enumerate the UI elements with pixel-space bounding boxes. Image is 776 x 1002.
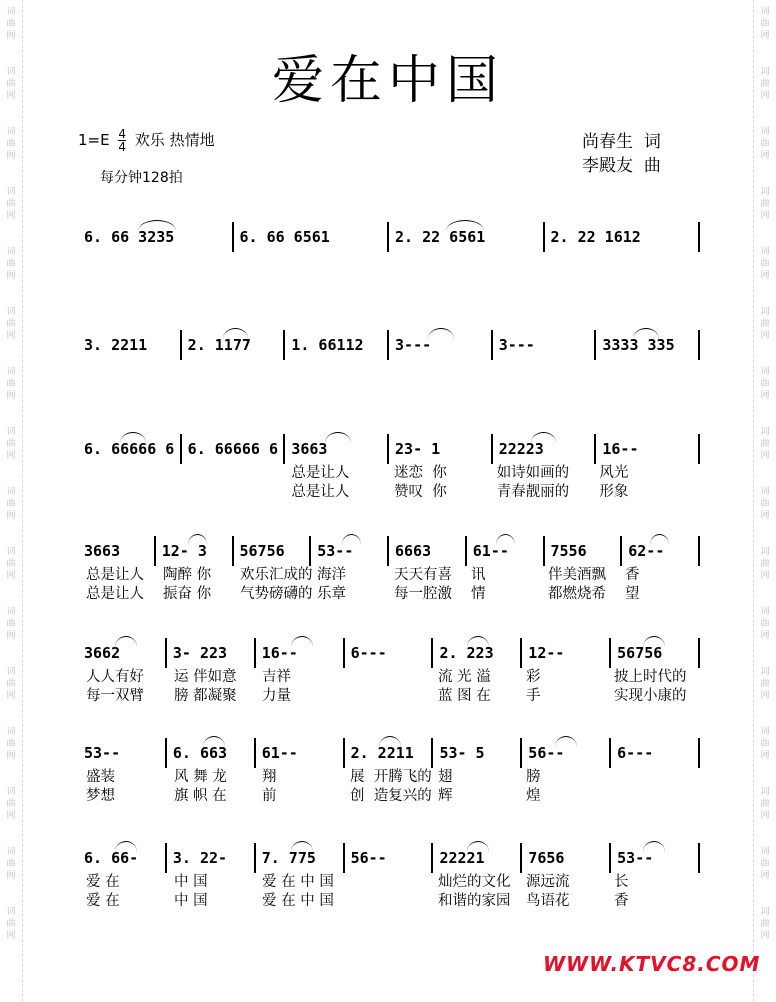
barline-end	[698, 536, 700, 566]
time-denominator: 4	[118, 140, 127, 154]
lyric-segment: 香	[625, 567, 640, 583]
score-line	[84, 843, 700, 911]
watermark-text: 词 曲 网	[6, 7, 16, 41]
lyric-row-2	[84, 585, 700, 604]
watermark-column-left	[0, 0, 23, 1002]
watermark-text: 词 曲 网	[6, 847, 16, 881]
lyric-segment: 爱 在 中 国	[262, 893, 334, 909]
lyric-segment: 流 光 溢	[438, 669, 491, 685]
barline-end	[698, 330, 700, 360]
lyric-segment: 旗 帜 在	[174, 788, 227, 804]
lyric-segment: 每一双臂	[86, 688, 144, 704]
watermark-text: 词 曲 网	[6, 427, 16, 461]
score-line	[84, 330, 700, 360]
lyric-segment: 翅	[438, 769, 453, 785]
measure: 53--	[84, 744, 121, 762]
measure: 2. 22 1612	[543, 222, 699, 252]
lyric-segment: 蓝 图 在	[438, 688, 491, 704]
lyric-segment: 每一腔激	[394, 586, 452, 602]
lyric-segment: 展 开腾飞的	[350, 769, 432, 785]
measure: 2. 2211	[343, 738, 432, 768]
measure: 6. 66 6561	[232, 222, 388, 252]
lyric-segment: 香	[614, 893, 629, 909]
watermark-text: 词 曲 网	[6, 187, 16, 221]
lyric-segment: 总是让人	[291, 465, 350, 481]
tempo-marking: 每分钟128拍	[100, 170, 183, 186]
lyric-segment: 风光	[599, 465, 629, 481]
lyric-segment: 形象	[599, 484, 629, 500]
measure: 7656	[520, 843, 609, 873]
watermark-text: 词 曲 网	[6, 547, 16, 581]
watermark-text: 词 曲 网	[760, 547, 770, 581]
measure: 6. 66-	[84, 849, 139, 867]
lyric-segment: 前	[262, 788, 277, 804]
barline-end	[698, 638, 700, 668]
measure: 3663	[84, 542, 121, 560]
lyric-segment: 讯	[471, 567, 486, 583]
lyric-row-2	[84, 787, 700, 806]
lyric-segment: 和谐的家园	[438, 893, 511, 909]
lyric-segment: 辉	[438, 788, 453, 804]
lyric-segment: 气势磅礴的	[240, 586, 313, 602]
key-signature	[78, 128, 215, 153]
measure: 6. 66666 6	[180, 434, 284, 464]
site-url: WWW.KTVC8.COM	[543, 952, 761, 976]
watermark-text: 词 曲 网	[760, 367, 770, 401]
watermark-text: 词 曲 网	[6, 667, 16, 701]
watermark-text: 词 曲 网	[760, 667, 770, 701]
barline-end	[698, 738, 700, 768]
lyric-segment: 陶醉 你	[163, 567, 212, 583]
measure: 6---	[609, 738, 698, 768]
measure: 7. 775	[254, 843, 343, 873]
measure: 16--	[254, 638, 343, 668]
lyric-segment: 彩	[526, 669, 541, 685]
measure-row	[84, 222, 700, 252]
lyric-segment	[84, 483, 187, 502]
lyricist-role: 词	[643, 132, 661, 152]
lyric-segment: 力量	[262, 688, 291, 704]
watermark-text: 词 曲 网	[6, 247, 16, 281]
measure: 23- 1	[387, 434, 491, 464]
lyric-segment: 爱 在	[86, 893, 120, 909]
measure: 53- 5	[431, 738, 520, 768]
time-numerator: 4	[118, 127, 127, 141]
measure: 6---	[343, 638, 432, 668]
lyric-segment: 运 伴如意	[174, 669, 237, 685]
lyric-row-2	[84, 687, 700, 706]
lyric-segment: 迷恋 你	[394, 465, 447, 481]
composer-line	[582, 154, 661, 178]
watermark-text: 词 曲 网	[6, 727, 16, 761]
watermark-text: 词 曲 网	[6, 127, 16, 161]
lyric-segment: 实现小康的	[614, 688, 687, 704]
watermark-text: 词 曲 网	[6, 367, 16, 401]
watermark-text: 词 曲 网	[6, 907, 16, 941]
measure: 56756	[609, 638, 698, 668]
measure-row	[84, 330, 700, 360]
lyric-row-1	[84, 566, 700, 585]
lyric-row-1	[84, 464, 700, 483]
lyric-row-1	[84, 768, 700, 787]
lyric-segment: 赞叹 你	[394, 484, 447, 500]
lyric-segment	[187, 464, 290, 483]
measure: 53--	[609, 843, 698, 873]
lyric-row-2	[84, 892, 700, 911]
measure: 2. 1177	[180, 330, 284, 360]
lyric-segment	[187, 483, 290, 502]
watermark-text: 词 曲 网	[6, 67, 16, 101]
watermark-text: 词 曲 网	[760, 187, 770, 221]
watermark-column-right	[753, 0, 776, 1002]
lyric-segment: 都燃烧希	[548, 586, 606, 602]
measure: 6. 663	[165, 738, 254, 768]
score-line	[84, 536, 700, 604]
lyric-segment: 如诗如画的	[496, 465, 570, 481]
watermark-text: 词 曲 网	[760, 487, 770, 521]
watermark-text: 词 曲 网	[760, 727, 770, 761]
lyric-segment	[348, 668, 436, 687]
lyric-segment: 人人有好	[86, 669, 144, 685]
measure: 22223	[491, 434, 595, 464]
lyric-segment	[84, 464, 187, 483]
mood-marking: 欢乐 热情地	[134, 131, 215, 149]
lyric-segment: 中 国	[174, 893, 208, 909]
lyric-segment	[612, 768, 700, 787]
watermark-text: 词 曲 网	[760, 607, 770, 641]
lyric-segment: 中 国	[174, 874, 208, 890]
watermark-text: 词 曲 网	[760, 67, 770, 101]
measure: 2. 22 6561	[387, 222, 543, 252]
measure: 61--	[465, 536, 543, 566]
watermark-text: 词 曲 网	[760, 247, 770, 281]
lyric-row-1	[84, 873, 700, 892]
lyric-segment	[348, 873, 436, 892]
measure: 56--	[343, 843, 432, 873]
measure: 62--	[620, 536, 698, 566]
lyric-segment	[348, 687, 436, 706]
watermark-text: 词 曲 网	[760, 787, 770, 821]
lyric-segment: 情	[471, 586, 486, 602]
measure: 7556	[543, 536, 621, 566]
watermark-text: 词 曲 网	[6, 487, 16, 521]
lyric-segment: 总是让人	[86, 567, 144, 583]
watermark-text: 词 曲 网	[760, 847, 770, 881]
lyric-segment: 灿烂的文化	[438, 874, 511, 890]
score-line	[84, 434, 700, 502]
lyric-segment: 梦想	[86, 788, 115, 804]
measure: 12--	[520, 638, 609, 668]
measure: 12- 3	[154, 536, 232, 566]
lyric-segment: 创 造复兴的	[350, 788, 432, 804]
watermark-text: 词 曲 网	[760, 907, 770, 941]
measure: 2. 223	[431, 638, 520, 668]
barline-end	[698, 222, 700, 252]
measure: 6. 66666 6	[84, 440, 175, 458]
lyric-segment: 天天有喜	[394, 567, 452, 583]
lyric-segment	[612, 787, 700, 806]
lyric-segment: 总是让人	[86, 586, 144, 602]
measure-row	[84, 536, 700, 566]
lyric-segment: 长	[614, 874, 629, 890]
lyric-segment: 手	[526, 688, 541, 704]
lyric-segment: 振奋 你	[163, 586, 212, 602]
lyric-segment: 煌	[526, 788, 541, 804]
measure: 3---	[491, 330, 595, 360]
measure: 22221	[431, 843, 520, 873]
measure: 6. 66 3235	[84, 228, 175, 246]
key-label: 1=E	[78, 131, 110, 149]
measure: 3333 335	[594, 330, 698, 360]
lyricist-line	[582, 130, 661, 154]
score-line	[84, 638, 700, 706]
measure: 56756	[232, 536, 310, 566]
measure-row	[84, 638, 700, 668]
measure: 61--	[254, 738, 343, 768]
barline-end	[698, 843, 700, 873]
measure: 1. 66112	[283, 330, 387, 360]
song-title: 爱在中国	[271, 51, 504, 111]
lyric-segment: 鸟语花	[526, 893, 570, 909]
lyric-segment: 欢乐汇成的	[240, 567, 313, 583]
lyric-segment: 膀 都凝聚	[174, 688, 237, 704]
lyric-segment: 翔	[262, 769, 277, 785]
watermark-text: 词 曲 网	[760, 427, 770, 461]
lyric-segment: 披上时代的	[614, 669, 687, 685]
measure: 3. 2211	[84, 336, 148, 354]
score-line	[84, 738, 700, 806]
measure: 16--	[594, 434, 698, 464]
time-signature	[118, 128, 126, 153]
lyric-segment: 总是让人	[291, 484, 350, 500]
watermark-text: 词 曲 网	[6, 787, 16, 821]
lyric-row-2	[84, 483, 700, 502]
lyric-segment	[348, 892, 436, 911]
watermark-text: 词 曲 网	[6, 307, 16, 341]
composer-name: 李殿友	[582, 156, 633, 176]
barline-end	[698, 434, 700, 464]
watermark-text: 词 曲 网	[760, 7, 770, 41]
lyric-segment: 伴美酒飘	[548, 567, 606, 583]
lyric-segment: 吉祥	[262, 669, 291, 685]
lyric-segment: 爱 在 中 国	[262, 874, 334, 890]
measure: 53--	[309, 536, 387, 566]
lyric-row-1	[84, 668, 700, 687]
measure: 3. 22-	[165, 843, 254, 873]
lyric-segment: 爱 在	[86, 874, 120, 890]
composer-role: 曲	[643, 156, 661, 176]
lyric-segment: 海洋	[317, 567, 346, 583]
measure: 3---	[387, 330, 491, 360]
lyric-segment: 乐章	[317, 586, 346, 602]
lyric-segment: 望	[625, 586, 640, 602]
measure: 3- 223	[165, 638, 254, 668]
measure: 3662	[84, 644, 121, 662]
lyric-segment: 源远流	[526, 874, 570, 890]
lyric-segment: 风 舞 龙	[174, 769, 227, 785]
lyric-segment: 青春靓丽的	[496, 484, 570, 500]
watermark-text: 词 曲 网	[760, 127, 770, 161]
measure: 3663	[283, 434, 387, 464]
credits	[582, 130, 661, 178]
score-line	[84, 222, 700, 252]
measure: 6663	[387, 536, 465, 566]
measure: 56--	[520, 738, 609, 768]
watermark-text: 词 曲 网	[760, 307, 770, 341]
lyricist-name: 尚春生	[582, 132, 633, 152]
lyric-segment: 盛装	[86, 769, 115, 785]
measure-row	[84, 434, 700, 464]
watermark-text: 词 曲 网	[6, 607, 16, 641]
measure-row	[84, 843, 700, 873]
lyric-segment: 膀	[526, 769, 541, 785]
